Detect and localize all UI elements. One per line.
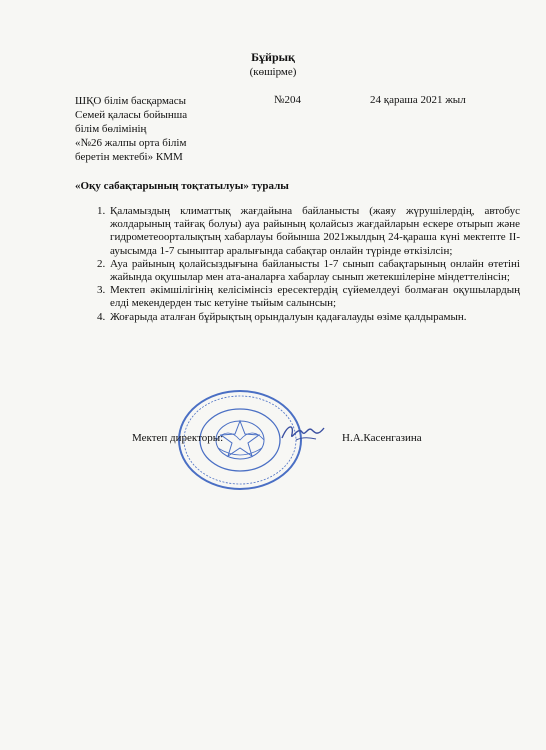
org-line: беретін мектебі» КММ <box>75 151 183 163</box>
order-list <box>85 205 520 324</box>
order-item: 3. Мектеп әкімшілігінің келісімінсіз ересектердің сүйемелдеуі болмаған оқушылардың елді мекендерден тыс кетуіне тыйым салынсын; <box>108 284 520 310</box>
signature-label: Мектеп директоры: <box>132 432 224 444</box>
org-line: Семей қаласы бойынша <box>75 109 188 121</box>
signature-name: Н.А.Касенгазина <box>342 432 422 444</box>
order-number: №204 <box>274 94 301 106</box>
order-item: 4. Жоғарыда аталған бұйрықтың орындалуын қадағалауды өзіме қалдырамын. <box>108 311 520 324</box>
organization-block <box>75 94 245 164</box>
order-subject: «Оқу сабақтарының тоқтатылуы» туралы <box>75 180 289 192</box>
signature-icon <box>278 418 328 448</box>
org-line: білім бөлімінің <box>75 123 147 135</box>
order-date: 24 қараша 2021 жыл <box>370 94 466 106</box>
document-title: Бұйрық <box>251 50 295 64</box>
order-item: 2. Ауа райының қолайсыздығына байланысты 1-7 сынып сабақтарының онлайн өтетіні жайында оқушылар мен ата-аналарға хабарлау сынып жетекшілеріне міндеттелінсін; <box>108 258 520 284</box>
org-line: «№26 жалпы орта білім <box>75 137 187 149</box>
order-item: 1. Қаламыздың климаттық жағдайына байланысты (жаяу жүрушілердің, автобус жолдарының тайғақ болуы) ауа райының қолайсыз жағдайларын ескере отырып және гидрометеоорталықтың хабарлауы бойынша 2021жылдың 24-қараша күні мектепте ІІ-ауысымда 1-7 сыныптар аралығында сабақтар онлайн түрінде өткізілсін; <box>108 205 520 258</box>
document-subtitle: (көшірме) <box>249 66 297 78</box>
org-line: ШҚО білім басқармасы <box>75 95 186 107</box>
